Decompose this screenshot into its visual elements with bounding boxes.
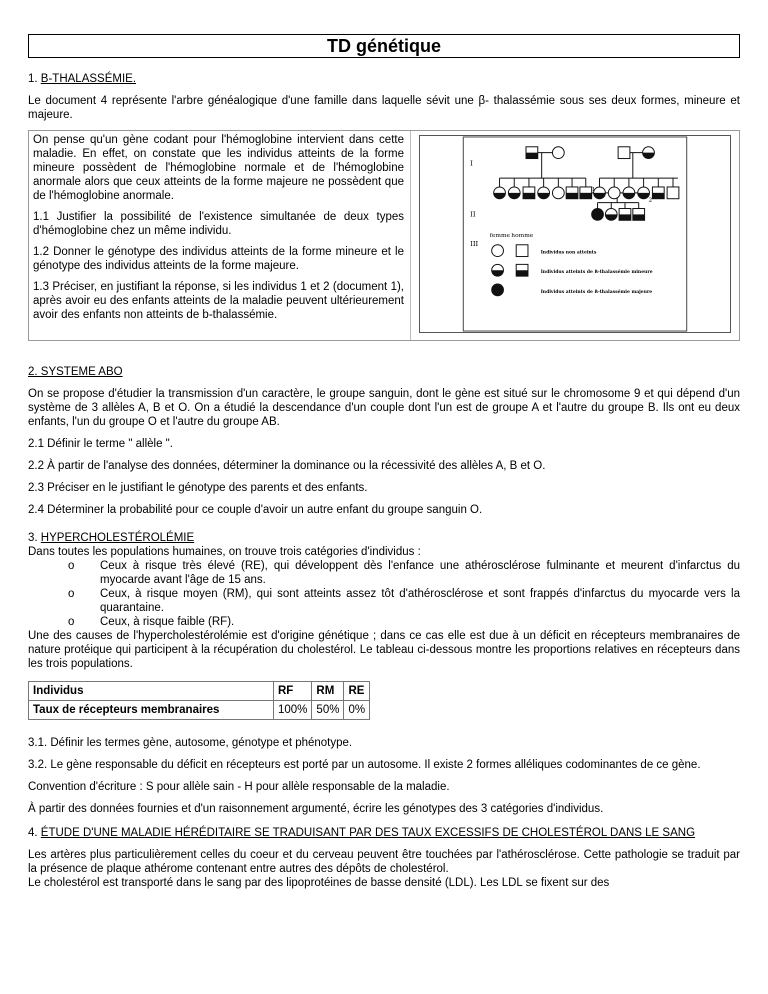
legend-femme: femme [489, 232, 511, 239]
section-3-title: HYPERCHOLESTÉROLÉMIE [40, 532, 195, 544]
section-1-box [28, 130, 740, 341]
gen-3-label: III [470, 239, 479, 248]
gen-2-label: II [470, 210, 476, 219]
section-4-title: ÉTUDE D'UNE MALADIE HÉRÉDITAIRE SE TRADUISANT PAR DES TAUX EXCESSIFS DE CHOLESTÉROL DANS LE SANG [40, 827, 696, 839]
table-header-cell: RM [312, 682, 344, 701]
table-cell: 100% [274, 701, 312, 720]
list-item [28, 587, 740, 615]
legend-mineure: Individus atteints de ß-thalassémie mineure [540, 270, 653, 276]
section-1-number: 1. [28, 73, 41, 85]
list-item [28, 559, 740, 587]
section-1-heading [28, 72, 740, 86]
receptor-table [28, 681, 370, 720]
document-page [28, 34, 740, 898]
section-4-paragraph-2: Le cholestérol est transporté dans le sang par des lipoprotéines de basse densité (LDL). Les LDL se fixent sur des [28, 877, 610, 889]
risk-list [28, 559, 740, 629]
section-1-title: B-THALASSÉMIE. [40, 73, 137, 85]
pedigree-diagram [419, 135, 731, 333]
legend-majeure: Individus atteints de ß-thalassémie majeure [540, 289, 653, 295]
table-cell: 50% [312, 701, 344, 720]
table-header-cell: RE [344, 682, 370, 701]
section-3-heading [28, 531, 740, 545]
legend-female-healthy [492, 245, 504, 257]
list-item-text: Ceux, à risque moyen (RM), qui sont atteints assez tôt d'athérosclérose et sont frappés d'infarctus du myocarde vers la quarantaine. [100, 588, 740, 614]
gen1-male [618, 147, 630, 159]
gen-1-label: I [470, 159, 473, 168]
section-1-intro: Le document 4 représente l'arbre généalogique d'une famille dans laquelle sévit une β- thalassémie sous ses deux formes, mineure et majeure. [28, 95, 740, 121]
legend-female-major [492, 284, 504, 296]
list-item-text: Ceux, à risque faible (RF). [100, 616, 235, 628]
question-2-4: 2.4 Déterminer la probabilité pour ce couple d'avoir un autre enfant du groupe sanguin O. [28, 504, 483, 516]
section-4-number: 4. [28, 827, 41, 839]
section-3-intro: Dans toutes les populations humaines, on trouve trois catégories d'individus : [28, 546, 421, 558]
section-4-heading [28, 826, 740, 840]
legend-homme: homme [511, 232, 534, 239]
pedigree-figure [411, 131, 739, 340]
table-row [29, 701, 370, 720]
question-1-2: 1.2 Donner le génotype des individus atteints de la forme mineure et le génotype des individus atteints de la forme majeure. [33, 246, 404, 272]
page-title: TD génétique [326, 36, 441, 56]
question-2-2: 2.2 À partir de l'analyse des données, déterminer la dominance ou la récessivité des allèles A, B et O. [28, 460, 546, 472]
question-1-1: 1.1 Justifier la possibilité de l'existence simultanée de deux types d'hémoglobine chez un même individu. [33, 211, 404, 237]
section-2-heading [28, 365, 740, 379]
question-3-1: 3.1. Définir les termes gène, autosome, génotype et phénotype. [28, 737, 353, 749]
convention-text: Convention d'écriture : S pour allèle sain - H pour allèle responsable de la maladie. [28, 781, 450, 793]
question-1-3: 1.3 Préciser, en justifiant la réponse, si les individus 1 et 2 (document 1), après avoir eu des enfants atteints de la maladie peuvent ultérieurement avoir des enfants non atteints de b-thalassémie. [33, 281, 404, 321]
section-3-paragraph: Une des causes de l'hypercholestérolémie est d'origine génétique ; dans ce cas elle est due à un déficit en récepteurs membranaires de nature protéique qui participent à la récupération du cholestérol. Le tableau ci-dessous montre les proportions relatives en récepteurs dans les trois populations. [28, 630, 740, 670]
list-item-text: Ceux à risque très élevé (RE), qui développent dès l'enfance une athérosclérose fulminante et meurent d'infarctus du myocarde avant l'âge de 15 ans. [100, 560, 740, 586]
bullet-marker: o [68, 588, 75, 600]
section-4-paragraph-1: Les artères plus particulièrement celles du coeur et du cerveau peuvent être touchées par l'athérosclérose. Cette pathologie se traduit par la présence de plaque athérome contenant entre autres des dépôts de cholestérol. [28, 849, 740, 875]
table-header-cell: RF [274, 682, 312, 701]
legend-male-healthy [516, 245, 528, 257]
section-1-text [29, 131, 411, 340]
section-3-number: 3. [28, 532, 41, 544]
section-1-paragraph: On pense qu'un gène codant pour l'hémoglobine intervient dans cette maladie. En effet, on constate que les individus atteints de la forme mineure possèdent de l'hémoglobine normale et de l'hémoglobine anormale alors que ceux atteints de la forme majeure ne possèdent que de l'hémoglobine anormale. [33, 134, 404, 202]
bullet-marker: o [68, 560, 75, 572]
section-2-paragraph: On se propose d'étudier la transmission d'un caractère, le groupe sanguin, dont le gène est situé sur le chromosome 9 et qui dépend d'un système de 3 allèles A, B et O. On a étudié la descendance d'un couple dont l'un est de groupe A et l'autre du groupe B. Ils ont eu deux enfants, l'un du groupe O et l'autre du groupe AB. [28, 388, 740, 428]
table-cell: Taux de récepteurs membranaires [29, 701, 274, 720]
question-2-1: 2.1 Définir le terme " allèle ". [28, 438, 173, 450]
table-cell: 0% [344, 701, 370, 720]
question-3-3: À partir des données fournies et d'un raisonnement argumenté, écrire les génotypes des 3 catégories d'individus. [28, 803, 604, 815]
individual-2-label: 2 [648, 197, 653, 204]
individual-1-label: 1 [591, 186, 596, 193]
table-header-cell: Individus [29, 682, 274, 701]
legend-non-atteints: Individus non atteints [540, 250, 597, 256]
bullet-marker: o [68, 616, 75, 628]
question-2-3: 2.3 Préciser en le justifiant le génotype des parents et des enfants. [28, 482, 368, 494]
section-2-title: 2. SYSTEME ABO [28, 366, 123, 378]
gen1-female [552, 147, 564, 159]
title-box [28, 34, 740, 58]
table-header-row [29, 682, 370, 701]
question-3-2: 3.2. Le gène responsable du déficit en récepteurs est porté par un autosome. Il existe 2 formes alléliques codominantes de ce gène. [28, 759, 701, 771]
list-item [28, 615, 740, 629]
